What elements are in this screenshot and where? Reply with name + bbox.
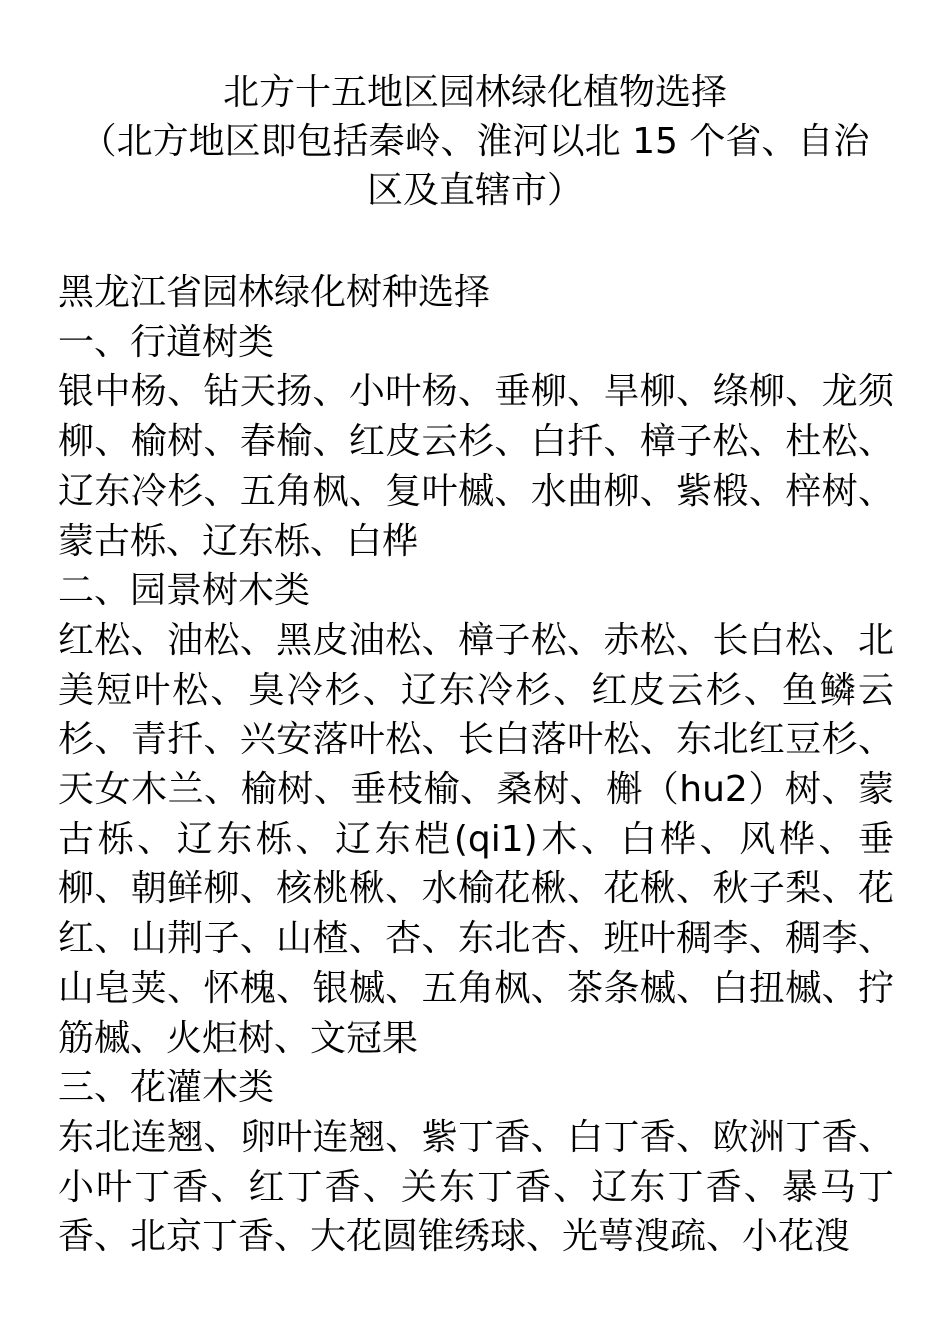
category-heading-landscape-trees: 二、园景树木类 xyxy=(58,570,311,612)
title-line-2: （北方地区即包括秦岭、淮河以北 15 个省、自治 xyxy=(80,121,870,162)
category-text-flowering-shrubs: 东北连翘、卵叶连翘、紫丁香、白丁香、欧洲丁香、小叶丁香、红丁香、关东丁香、辽东丁香、暴马丁香、北京丁香、大花圆锥绣球、光萼溲疏、小花溲 xyxy=(58,1116,894,1258)
category-text-street-trees: 银中杨、钻天扬、小叶杨、垂柳、旱柳、绦柳、龙须柳、榆树、春榆、红皮云杉、白扦、樟子松、杜松、辽东冷杉、五角枫、复叶槭、水曲柳、紫椴、梓树、蒙古栎、辽东栎、白桦 xyxy=(58,371,894,562)
category-heading-street-trees: 一、行道树类 xyxy=(58,321,275,363)
section-heading: 黑龙江省园林绿化树种选择 xyxy=(58,272,491,313)
document-title xyxy=(55,68,895,215)
title-line-1: 北方十五地区园林绿化植物选择 xyxy=(222,72,727,113)
category-text-landscape-trees: 红松、油松、黑皮油松、樟子松、赤松、长白松、北美短叶松、臭冷杉、辽东冷杉、红皮云杉、鱼鳞云杉、青扦、兴安落叶松、长白落叶松、东北红豆杉、天女木兰、榆树、垂枝榆、桑树、槲（hu2）树、蒙古栎、辽东栎、辽东桤(qi1)木、白桦、风桦、垂柳、朝鲜柳、核桃楸、水榆花楸、花楸、秋子梨、花红、山荆子、山楂、杏、东北杏、班叶稠李、稠李、山皂荚、怀槐、银槭、五角枫、茶条槭、白扭槭、拧筋槭、火炬树、文冠果 xyxy=(58,619,894,1059)
category-heading-flowering-shrubs: 三、花灌木类 xyxy=(58,1067,275,1109)
document-body xyxy=(58,268,894,1262)
title-line-3: 区及直辖市） xyxy=(366,170,583,211)
